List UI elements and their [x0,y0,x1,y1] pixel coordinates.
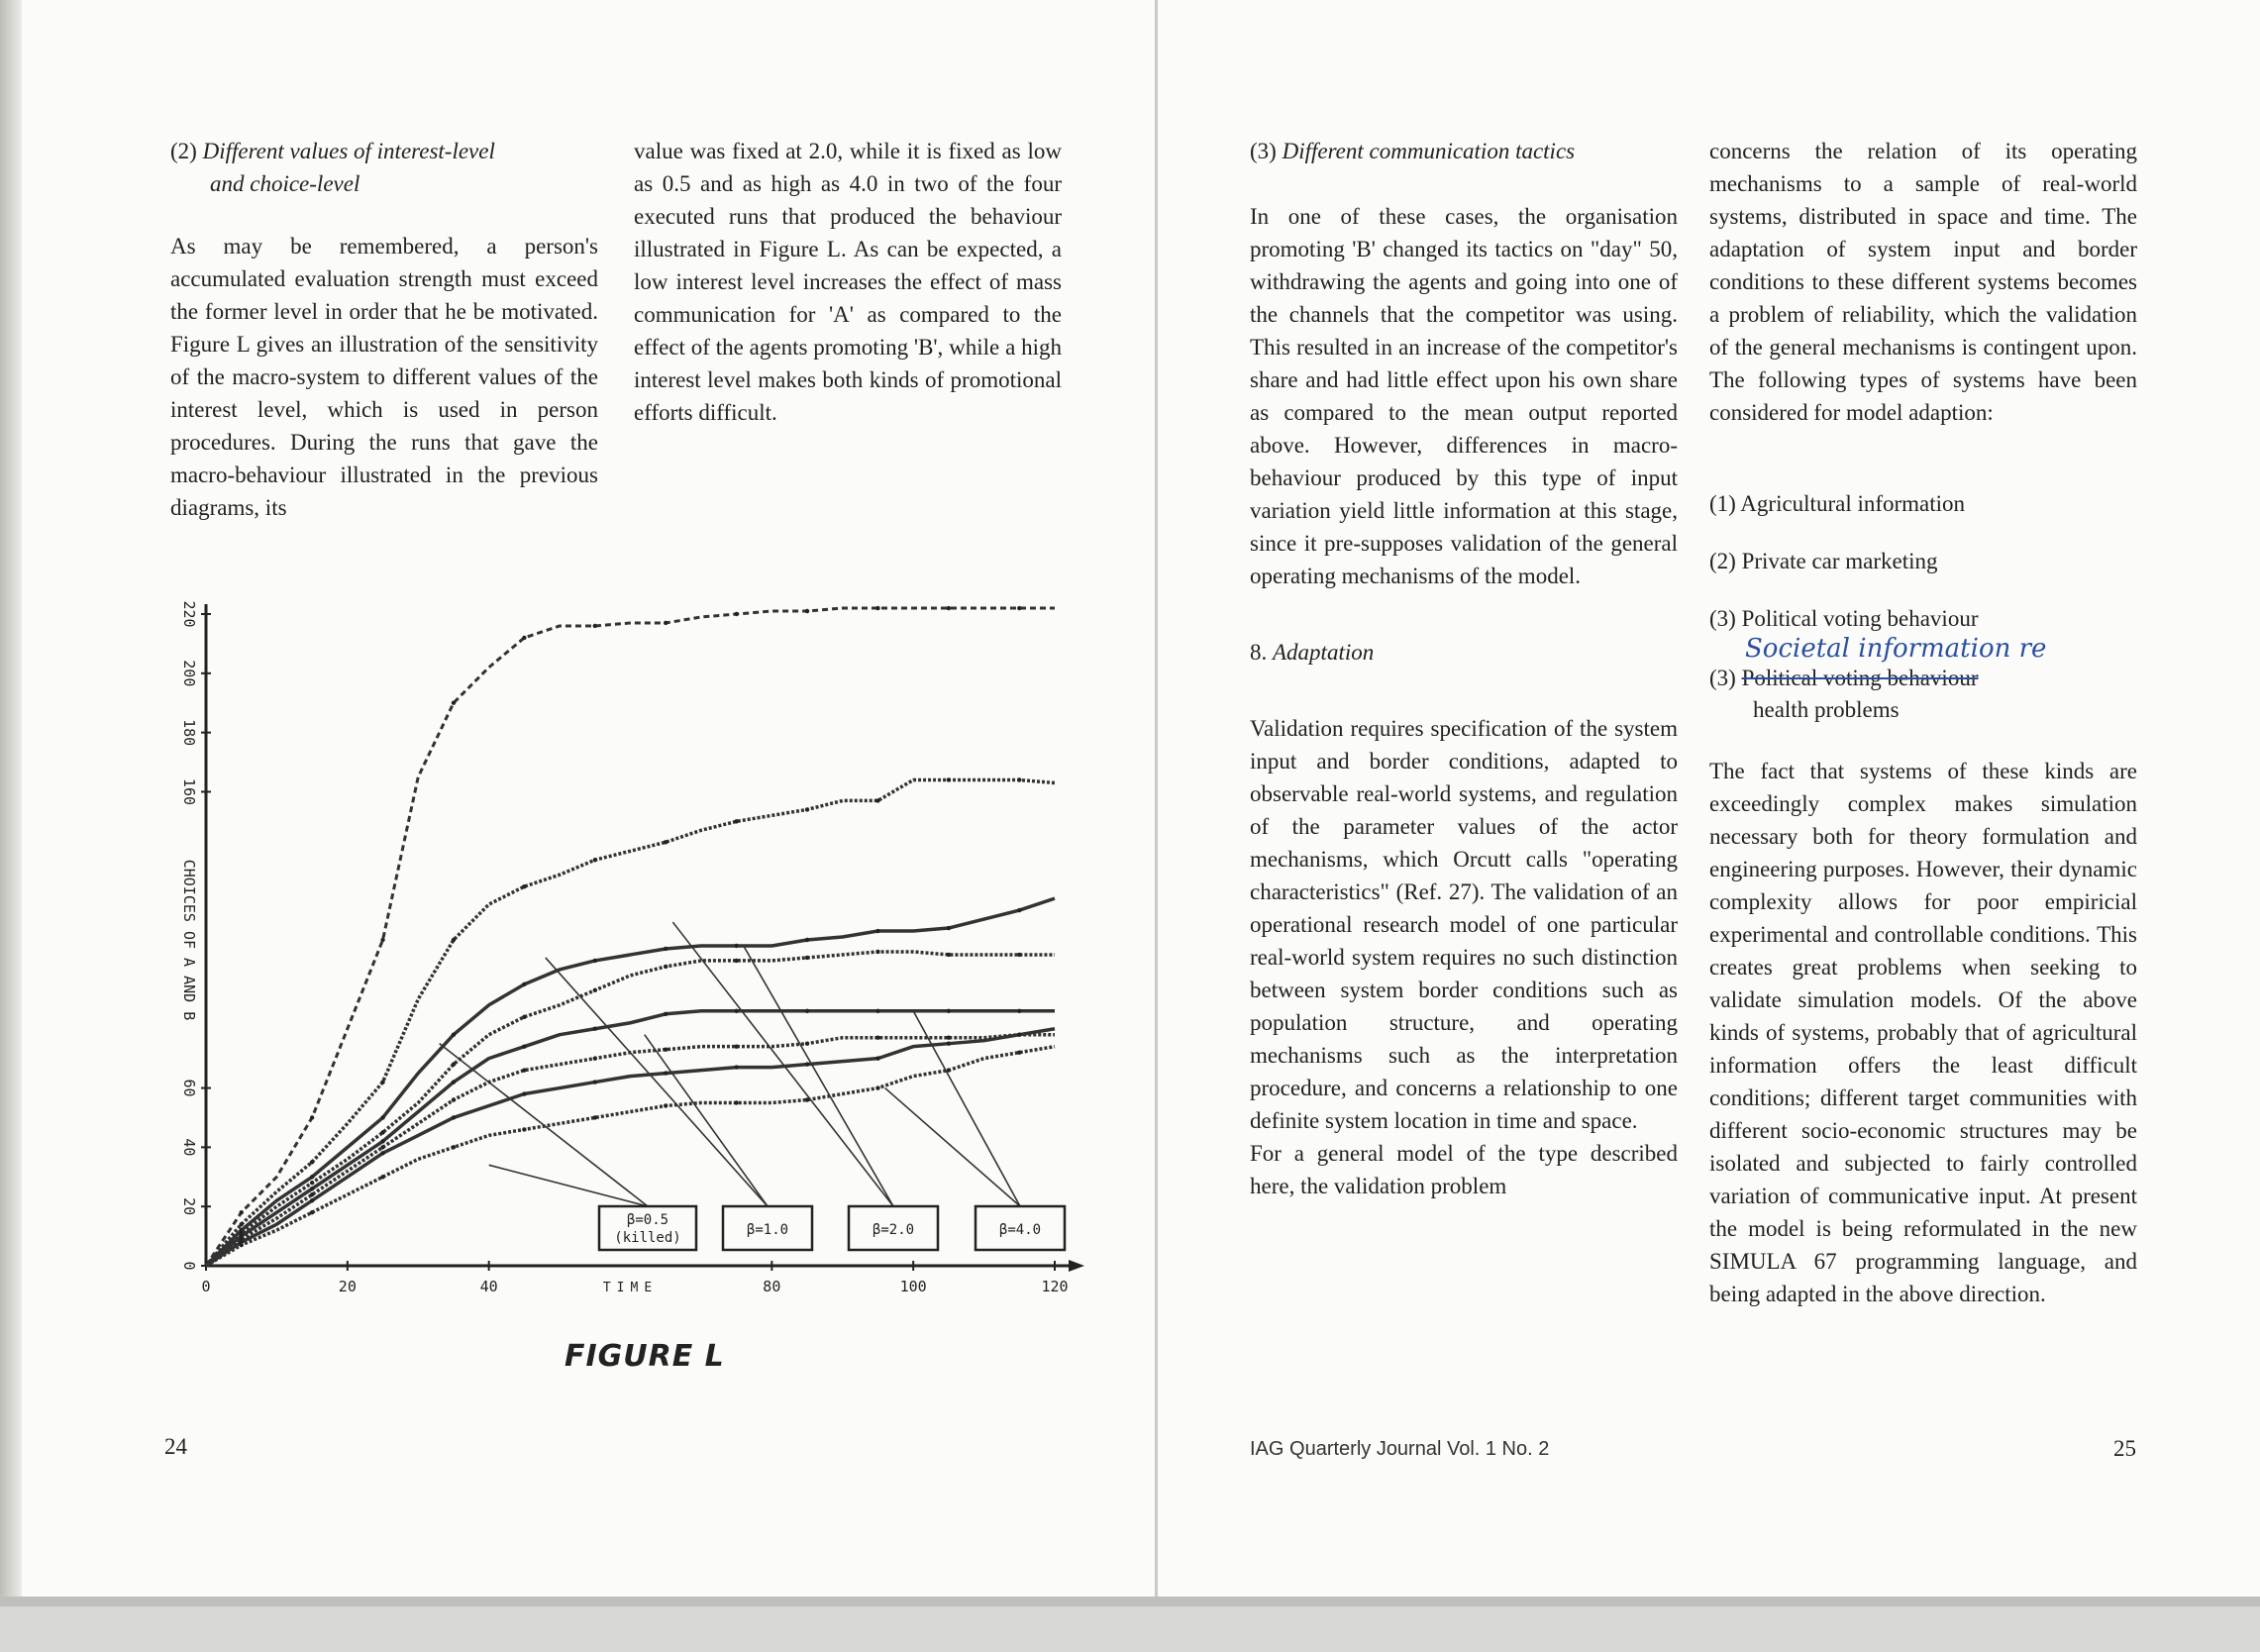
data-point [875,798,879,802]
y-tick-label: 180 [180,719,198,747]
data-point [947,606,951,610]
data-point [380,938,384,942]
data-point [734,959,738,963]
data-point [947,1041,951,1045]
heading-number: (3) [1250,139,1277,163]
data-point [310,1181,314,1185]
data-point [947,953,951,957]
right-column-1 [1250,200,1678,1202]
data-point [734,1044,738,1048]
data-point [452,1145,456,1149]
annotation-label: (killed) [614,1230,681,1246]
data-point [380,1130,384,1134]
section-8-heading [1250,636,1678,669]
data-point [380,1115,384,1119]
section-heading-3 [1250,135,1686,167]
data-point [240,1243,244,1247]
data-point [875,1009,879,1013]
y-tick-label: 220 [180,600,198,628]
data-point [734,819,738,823]
data-point [593,1027,597,1031]
annotation-leader [913,1011,1020,1206]
data-point [522,1068,526,1072]
data-point [593,1115,597,1119]
paragraph: value was fixed at 2.0, while it is fixed as low as 0.5 and as high as 4.0 in two of the four executed runs that produced the behaviour illustrated in Figure L. As can be expected, a low interest level increases the effect of mass communication for 'A' as compared to the effect of the agents promoting 'B', while a high interest level makes both kinds of promotional efforts difficult. [634,139,1062,425]
list-item: (1) Agricultural information [1709,491,1966,516]
data-point [805,956,809,960]
data-point [380,1080,384,1084]
data-point [734,1065,738,1069]
data-point [522,884,526,888]
x-axis-label: TIME [602,1281,659,1295]
paragraph: Validation requires specification of the system input and border conditions, adapted to observable real-world systems, and regulation of the parameter values of the actor mechanisms, which Orcutt calls "operating characteristics" (Ref. 27). The validation of an operational research model of one particular real-world system requires no such distinction between system border conditions such as population structure, and operating mechanisms such as the interpretation procedure, and concerns a relationship to one definite system location in time and space. [1250,716,1678,1133]
data-point [593,858,597,862]
struck-text: Political voting behaviour [1741,666,1979,690]
y-axis-label: CHOICES OF A AND B [180,859,198,1021]
data-point [310,1187,314,1190]
data-point [452,938,456,942]
annotation-leader [744,946,893,1206]
list-number: (3) [1709,666,1736,690]
y-tick-label: 20 [180,1197,198,1216]
left-column-1 [170,230,598,524]
left-column-2 [634,135,1062,429]
annotation-label: β=2.0 [872,1222,915,1238]
list-item: (3) Political voting behaviour [1709,606,1979,631]
annotation-leader [489,1165,648,1206]
paragraph: As may be remembered, a person's accumulated evaluation strength must exceed the former level in order that he be motivated. Figure L gives an illustration of the sensitivity of the macro-system to different values of the interest level, which is used in person procedures. During the runs that gave the macro-behaviour illustrated in the previous diagrams, its [170,234,598,520]
annotation-leader [645,1035,768,1206]
page-number-right: 25 [2113,1436,2136,1461]
data-point [452,1062,456,1066]
data-point [522,636,526,640]
right-column-2-lower [1709,755,2137,1310]
data-point [593,624,597,628]
data-point [805,807,809,811]
bottom-edge [0,1597,2260,1606]
list-item-continuation: health problems [1753,697,1900,722]
data-point [452,1097,456,1101]
journal-footer: IAG Quarterly Journal Vol. 1 No. 2 [1250,1438,1550,1460]
annotation-leader [885,1088,1020,1206]
section-number: 8. [1250,640,1268,665]
data-point [522,1127,526,1131]
data-point [593,1080,597,1084]
y-tick-label: 60 [180,1079,198,1097]
book-spine [1155,0,1158,1602]
x-tick-label: 100 [899,1278,927,1295]
data-point [875,1085,879,1089]
data-point [593,959,597,963]
heading-number: (2) [170,139,197,163]
data-point [734,612,738,616]
data-point [310,1175,314,1179]
data-point [1017,1009,1021,1013]
data-point [380,1145,384,1149]
data-point [734,944,738,948]
data-point [522,982,526,986]
data-point [947,777,951,781]
data-point [805,1009,809,1013]
data-point [947,1036,951,1040]
data-point [522,1015,526,1019]
figure-l-chart [149,584,1099,1297]
data-point [805,609,809,613]
paragraph: concerns the relation of its operating mechanisms to a sample of real-world systems, distributed in space and time. The adaptation of system input and border conditions to these different systems becomes a problem of reliability, which the validation of the general mechanisms is contingent upon. The following types of systems have been considered for model adaption: [1709,139,2137,425]
annotation-label: β=4.0 [998,1222,1042,1238]
data-point [310,1198,314,1202]
figure-caption: FIGURE L [565,1339,725,1374]
data-point [875,1036,879,1040]
data-point [664,840,668,844]
data-point [1017,908,1021,912]
list-item: (2) Private car marketing [1709,549,1938,573]
data-point [805,938,809,942]
x-tick-label: 120 [1041,1278,1069,1295]
data-point [664,1071,668,1075]
data-point [452,701,456,705]
heading-line2: and choice-level [210,171,360,196]
data-point [947,926,951,930]
data-point [310,1210,314,1214]
data-point [310,1115,314,1119]
data-point [875,929,879,933]
data-point [310,1192,314,1196]
x-axis-arrow [1069,1260,1084,1272]
data-point [452,1033,456,1037]
data-point [1017,1033,1021,1037]
paragraph: In one of these cases, the organisation promoting 'B' changed its tactics on "day" 50, withdrawing the agents and going into one of the channels that the competitor was using. This resulted in an increase of the competitor's share and had little effect upon his own share as compared to the mean output reported above. However, differences in macro-behaviour produced by this type of input variation yield little information at this stage, since it pre-supposes validation of the general operating mechanisms of the model. [1250,204,1678,588]
data-point [1017,953,1021,957]
x-tick-label: 80 [763,1278,781,1295]
data-point [664,1047,668,1051]
data-point [452,1115,456,1119]
right-column-2 [1709,135,2137,429]
y-tick-label: 160 [180,777,198,806]
data-point [805,1062,809,1066]
data-point [310,1160,314,1164]
page-edge [0,0,22,1602]
y-tick-label: 200 [180,660,198,687]
data-point [664,1012,668,1016]
data-point [240,1210,244,1214]
data-point [240,1222,244,1226]
data-point [875,1056,879,1060]
y-tick-label: 40 [180,1138,198,1157]
data-point [805,1041,809,1045]
data-point [664,621,668,625]
heading-line1: Different values of interest-level [202,139,495,163]
data-point [875,606,879,610]
annotation-leader [546,958,768,1206]
data-point [1017,1050,1021,1054]
list-item-struck [1709,666,1978,691]
handwritten-note: Societal information re [1745,634,2047,664]
heading-title: Different communication tactics [1282,139,1576,163]
x-tick-label: 20 [338,1278,357,1295]
data-point [734,1009,738,1013]
data-point [593,1056,597,1060]
annotation-leader [440,1044,648,1206]
paragraph: For a general model of the type described here, the validation problem [1250,1141,1678,1198]
x-tick-label: 40 [479,1278,498,1295]
data-point [522,1091,526,1095]
data-point [1017,606,1021,610]
data-point [664,947,668,951]
y-tick-label: 0 [180,1261,198,1271]
data-point [1017,777,1021,781]
data-point [664,965,668,969]
annotation-leader [672,922,893,1206]
data-point [522,1044,526,1048]
data-point [734,1100,738,1104]
data-point [593,988,597,992]
annotation-label: β=1.0 [746,1222,789,1238]
x-tick-label: 0 [201,1278,211,1295]
data-point [380,1151,384,1155]
data-point [380,1139,384,1143]
data-point [875,950,879,954]
page-number-left: 24 [164,1434,187,1459]
data-point [664,1103,668,1107]
data-point [380,1175,384,1179]
data-point [452,1080,456,1084]
data-point [947,1009,951,1013]
annotation-label: β=0.5 [626,1212,669,1228]
paragraph: The fact that systems of these kinds are exceedingly complex makes simulation necessary both for theory formulation and engineering purposes. However, their dynamic complexity allows for poor empiricial experimental and controllable conditions. This creates great problems when seeking to validate simulation models. Of the above kinds of systems, probably that of agricultural information offers the least difficult conditions; different target communities with different socio-economic structures may be isolated and subjected to fairly controlled variation of communicative input. At present the model is being reformulated in the new SIMULA 67 programming language, and being adapted in the above direction. [1709,759,2137,1306]
section-title: Adaptation [1273,640,1375,665]
section-heading-2 [170,135,606,200]
